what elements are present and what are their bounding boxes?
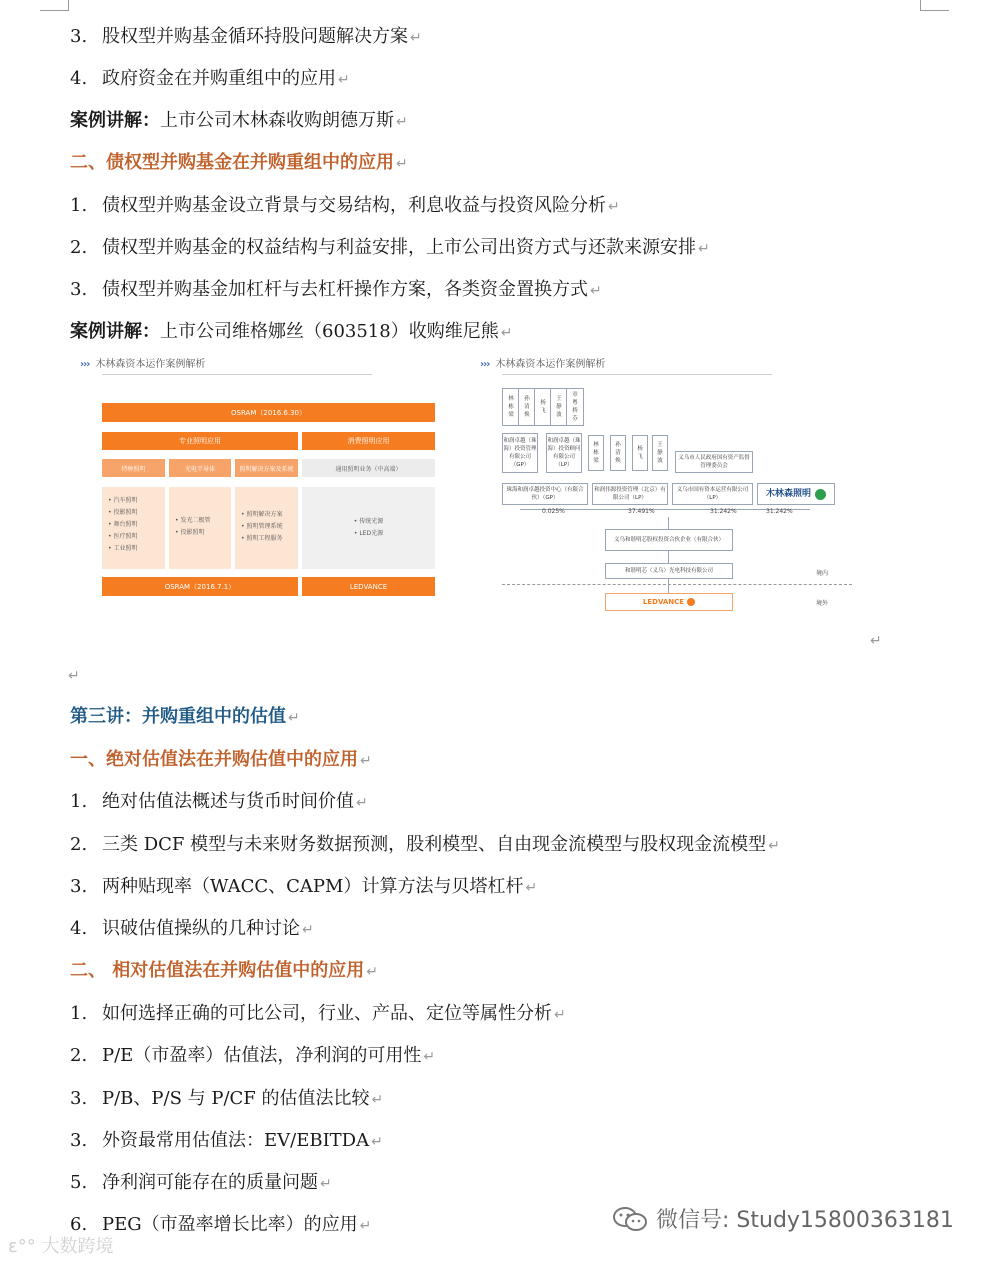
government-box: 义乌市人民政府国有资产监督管理委员会 [675,451,753,473]
list-number: 2. [70,834,88,855]
list-number: 2. [70,237,88,258]
document-line [70,960,378,983]
osram-bottom-bar: OSRAM（2016.7.1） [102,577,298,596]
section-heading: 二、债权型并购基金在并购重组中的应用 [70,152,394,173]
paragraph-mark: ↵ [371,1134,383,1150]
document-line [70,1003,566,1026]
person-box: 王 静 波 [550,388,568,426]
list-number: 2. [70,1045,88,1066]
document-line [70,110,408,133]
slide-list-item: • 医疗照明 [108,533,138,540]
section-heading: 一、绝对估值法在并购估值中的应用 [70,749,358,770]
list-number: 1. [70,1003,88,1024]
document-line [70,279,602,302]
col2-list [169,487,231,569]
list-item-text: P/E（市盈率）估值法，净利润的可用性 [102,1045,422,1066]
partnership-box: 义乌和谐明芯股权投资合伙企业（有限合伙） [605,529,733,551]
person-box: 林 栋 梁 [588,435,604,471]
person-box: 林 栋 梁 [502,388,520,426]
header-professional: 专业照明应用 [102,432,298,450]
holding-lp-box: 和润伟源投资管理（北京）有限公司（LP） [592,483,668,505]
osram-top-bar: OSRAM（2016.6.30） [102,403,435,422]
paragraph-mark: ↵ [68,668,80,684]
slide-list-item: • 传统光源 [353,518,384,525]
person-box: 孙 清 焕 [518,388,536,426]
tech-company-box: 和谐明芯（义乌）光电科技有限公司 [605,563,733,579]
slide-list-item: • 舞台照明 [108,521,138,528]
person-box: 章 粤 桥 芬 [566,388,584,426]
slide-title: ››› 木林森资本运作案例解析 [80,359,206,370]
document-line [70,152,408,175]
list-item-text: 识破估值操纵的几种讨论 [102,918,300,939]
paragraph-mark: ↵ [302,922,314,938]
paragraph-mark: ↵ [410,30,422,46]
list-number: 3. [70,1130,88,1151]
page-corner-mark-left [40,0,69,11]
paragraph-mark: ↵ [500,325,513,341]
person-box: 王 静 波 [652,435,668,471]
list-item-text: 政府资金在并购重组中的应用 [102,68,336,89]
list-number: 3. [70,279,88,300]
page-corner-mark-right [920,0,949,11]
person-box: 孙 清 焕 [610,435,626,471]
list-item-text: 债权型并购基金设立背景与交易结构，利息收益与投资风险分析 [102,195,606,216]
pct-label: 0.025% [542,508,565,515]
paragraph-mark: ↵ [554,1007,566,1023]
list-item-text: 债权型并购基金加杠杆与去杠杆操作方案，各类资金置换方式 [102,279,588,300]
paragraph-mark: ↵ [356,795,368,811]
list-item-text: 如何选择正确的可比公司，行业、产品、定位等属性分析 [102,1003,552,1024]
paragraph-mark: ↵ [590,283,602,299]
document-line [70,237,710,260]
list-item-text: 债权型并购基金的权益结构与利益安排，上市公司出资方式与还款来源安排 [102,237,696,258]
list-item-text: 绝对估值法概述与货币时间价值 [102,791,354,812]
person-box: 杨 飞 [534,388,552,426]
col3-list [235,487,298,569]
col4-list [302,487,435,569]
document-line [70,195,620,218]
document-line [70,918,314,941]
overseas-label: 境外 [816,600,829,607]
ledvance-box: LEDVANCE [605,593,733,611]
wechat-watermark: 微信号: Study15800363181 [612,1203,954,1234]
paragraph-mark: ↵ [768,838,780,854]
document-line [70,834,780,857]
gp-company-box: 和润卓越（珠海）投资管理有限公司（GP） [502,433,538,473]
list-number: 4. [70,68,88,89]
paragraph-mark: ↵ [288,710,300,726]
list-item-text: 外资最常用估值法：EV/EBITDA [102,1130,370,1151]
slide-list-item: • 工业照明 [108,545,138,552]
paragraph-mark: ↵ [698,241,710,257]
case-text: 上市公司维格娜丝（603518）收购维尼熊 [160,321,499,342]
col1-list [102,487,165,569]
case-label: 案例讲解： [70,110,160,131]
pct-label: 37.491% [628,508,655,515]
paragraph-mark: ↵ [608,199,620,215]
slide-list-item: • 照明管理系统 [241,523,283,530]
paragraph-mark: ↵ [870,633,882,649]
document-line [70,1214,371,1237]
paragraph-mark: ↵ [423,1049,436,1065]
sub-opto: 光电半导体 [169,459,231,477]
list-number: 6. [70,1214,88,1235]
sub-special: 特种照明 [102,459,165,477]
document-line [70,1088,383,1111]
pct-label: 31.242% [766,508,793,515]
document-line [70,26,422,49]
ledvance-logo-icon [687,598,695,606]
document-line [70,706,300,729]
slide-list-item: • 投影照明 [108,509,138,516]
sub-solutions: 照明解决方案及系统 [235,459,298,477]
sub-general: 通用照明业务（中高端） [302,459,435,477]
paragraph-mark: ↵ [359,1218,372,1234]
case-label: 案例讲解： [70,321,160,342]
slide-osram-business [80,355,440,605]
paragraph-mark: ↵ [396,156,408,172]
list-number: 5. [70,1172,88,1193]
person-box: 杨 飞 [632,435,648,471]
list-number: 1. [70,195,88,216]
document-line [70,1172,332,1195]
slide-list-item: • 汽车照明 [108,497,138,504]
list-item-text: 净利润可能存在的质量问题 [102,1172,318,1193]
slide-list-item: • LED光源 [353,530,384,537]
list-item-text: PEG（市盈率增长比率）的应用 [102,1214,358,1235]
logo-icon: ɛ°° [8,1236,36,1257]
paragraph-mark: ↵ [371,1092,384,1108]
list-item-text: 股权型并购基金循环持股问题解决方案 [102,26,408,47]
list-number: 3. [70,876,88,897]
state-capital-box: 义乌市国有资本运营有限公司（LP） [672,483,753,505]
section-heading: 二、 相对估值法在并购估值中的应用 [70,960,365,981]
list-item-text: P/B、P/S 与 P/CF 的估值法比较 [102,1088,370,1109]
slide-deal-structure [480,355,860,620]
list-item-text: 三类 DCF 模型与未来财务数据预测，股利模型、自由现金流模型与股权现金流模型 [102,834,767,855]
holding-gp-box: 珠海和润卓越投资中心（有限合伙）（GP） [502,483,588,505]
corner-watermark-logo: ɛ°° 大数跨境 [8,1236,114,1257]
paragraph-mark: ↵ [366,964,378,980]
slide-list-item: • 投影照明 [175,529,205,536]
header-consumer: 消费照明应用 [302,432,435,450]
document-line [70,791,368,814]
document-line [70,876,537,899]
slide-title: ››› 木林森资本运作案例解析 [480,359,606,370]
document-line [70,749,372,772]
case-text: 上市公司木林森收购朗德万斯 [160,110,394,131]
ledvance-bar: LEDVANCE [302,577,435,596]
list-item-text: 两种贴现率（WACC、CAPM）计算方法与贝塔杠杆 [102,876,524,897]
section-heading: 第三讲：并购重组中的估值 [70,706,286,727]
domestic-label: 境内 [816,570,829,577]
list-number: 4. [70,918,88,939]
mls-brand-box: 木林森照明 [757,483,835,505]
chevron-icon: ››› [480,359,490,370]
paragraph-mark: ↵ [525,880,538,896]
paragraph-mark: ↵ [396,114,408,130]
list-number: 1. [70,791,88,812]
list-number: 3. [70,26,88,47]
paragraph-mark: ↵ [338,72,350,88]
paragraph-mark: ↵ [320,1176,332,1192]
chevron-icon: ››› [80,359,90,370]
lp-company-box: 和润卓越（珠海）投资顾问有限公司（LP） [546,433,582,473]
slide-list-item: • 照明工程服务 [241,535,283,542]
list-number: 3. [70,1088,88,1109]
document-line [70,1130,383,1153]
document-line [70,1045,435,1068]
slide-list-item: • 照明解决方案 [241,511,283,518]
paragraph-mark: ↵ [360,753,372,769]
slide-list-item: • 发光二极管 [175,517,211,524]
brand-logo-icon [815,489,826,500]
document-line [70,68,350,91]
wechat-icon [612,1205,648,1233]
document-line [70,321,512,344]
pct-label: 31.242% [710,508,737,515]
